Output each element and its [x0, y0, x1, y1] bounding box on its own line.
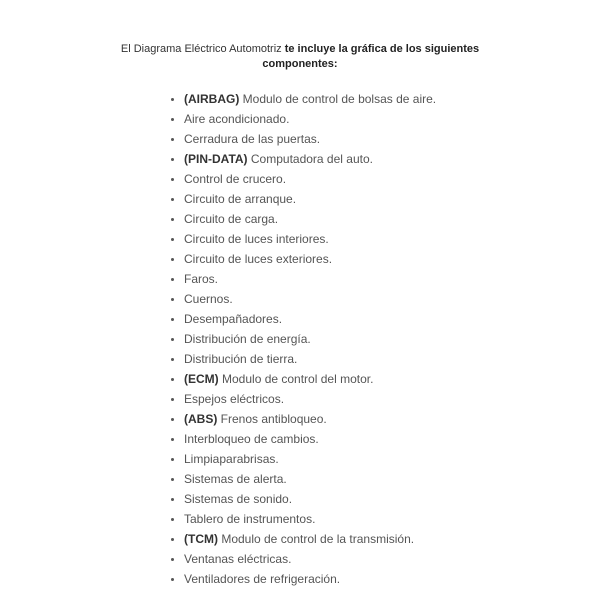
- list-item: [166, 549, 436, 569]
- item-text: Cerradura de las puertas.: [184, 132, 321, 146]
- item-text: Circuito de arranque.: [184, 192, 297, 206]
- item-text: Circuito de luces exteriores.: [184, 252, 333, 266]
- item-code: (ABS): [184, 412, 218, 426]
- item-code: (AIRBAG): [184, 92, 240, 106]
- list-item: [166, 449, 436, 469]
- list-item: [166, 89, 436, 109]
- intro-bold: te incluye la gráfica de los siguientes componentes:: [262, 43, 480, 70]
- item-text: Cuernos.: [184, 292, 233, 306]
- item-text: Circuito de carga.: [184, 212, 279, 226]
- list-item: [166, 149, 436, 169]
- item-text: Circuito de luces interiores.: [184, 232, 329, 246]
- item-text: Interbloqueo de cambios.: [184, 432, 319, 446]
- item-text: Frenos antibloqueo.: [217, 412, 327, 426]
- item-text: Control de crucero.: [184, 172, 287, 186]
- item-text: Modulo de control de la transmisión.: [217, 532, 415, 546]
- item-text: Sistemas de alerta.: [184, 472, 287, 486]
- list-item: [166, 369, 436, 389]
- item-text: Sistemas de sonido.: [184, 492, 293, 506]
- list-item: [166, 569, 436, 589]
- item-text: Tablero de instrumentos.: [184, 512, 316, 526]
- list-item: [166, 329, 436, 349]
- item-code: (PIN-DATA): [184, 152, 248, 166]
- item-text: Aire acondicionado.: [184, 112, 290, 126]
- intro-normal: El Diagrama Eléctrico Automotriz: [120, 43, 285, 55]
- list-item: [166, 209, 436, 229]
- item-code: (ECM): [184, 372, 219, 386]
- list-item: [166, 489, 436, 509]
- list-item: [166, 169, 436, 189]
- list-item: [166, 349, 436, 369]
- list-item: [166, 429, 436, 449]
- item-text: Desempañadores.: [184, 312, 283, 326]
- list-item: [166, 109, 436, 129]
- list-item: [166, 309, 436, 329]
- list-item: [166, 129, 436, 149]
- item-text: Faros.: [184, 272, 219, 286]
- list-item: [166, 269, 436, 289]
- list-item: [166, 229, 436, 249]
- list-item: [166, 389, 436, 409]
- list-item: [166, 469, 436, 489]
- list-item: [166, 189, 436, 209]
- list-item: [166, 509, 436, 529]
- item-text: Distribución de tierra.: [184, 352, 298, 366]
- item-text: Modulo de control del motor.: [218, 372, 374, 386]
- item-text: Espejos eléctricos.: [184, 392, 285, 406]
- item-text: Ventiladores de refrigeración.: [184, 572, 341, 586]
- components-list: [166, 89, 436, 589]
- list-item: [166, 529, 436, 549]
- item-text: Limpiaparabrisas.: [184, 452, 279, 466]
- item-text: Ventanas eléctricas.: [184, 552, 292, 566]
- list-item: [166, 249, 436, 269]
- item-code: (TCM): [184, 532, 218, 546]
- list-item: [166, 409, 436, 429]
- list-item: [166, 289, 436, 309]
- item-text: Modulo de control de bolsas de aire.: [239, 92, 437, 106]
- item-text: Computadora del auto.: [247, 152, 373, 166]
- intro-paragraph: [100, 42, 500, 72]
- item-text: Distribución de energía.: [184, 332, 311, 346]
